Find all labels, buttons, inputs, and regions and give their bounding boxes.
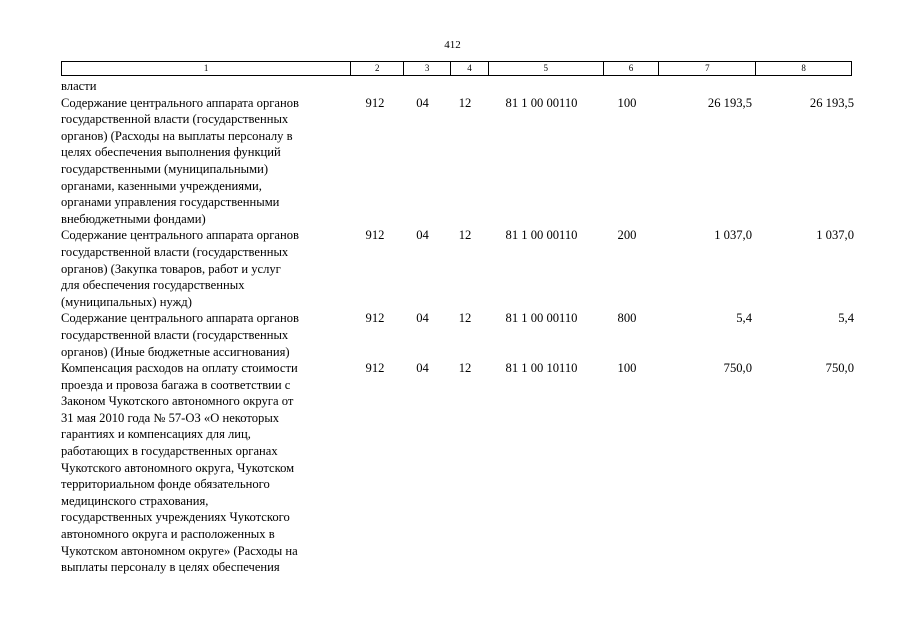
continuation-text: власти <box>61 79 97 93</box>
row-name: Компенсация расходов на оплату стоимости проезда и провоза багажа в соответствии с Законом Чукотского автономного округа от 31 мая 2010 года № 57-ОЗ «О некоторых гарантиях и компенсациях для лиц, работающих в государственных органах Чукотского автономного округа, Чукотском территориальном фонде обязательного медицинского страхования, государственных учреждениях Чукотского автономного округа и расположенных в Чукотском автономном округе» (Расходы на выплаты персоналу в целях обеспечения <box>61 361 298 575</box>
row-col-8: 750,0 <box>825 361 854 376</box>
row-col-6: 100 <box>617 361 637 376</box>
row-col-8: 26 193,5 <box>809 95 854 110</box>
header-col-2: 2 <box>351 62 404 75</box>
table-row <box>61 227 861 310</box>
row-col-8: 1 037,0 <box>816 228 854 243</box>
row-col-7: 5,4 <box>736 311 752 326</box>
header-col-7: 7 <box>659 62 756 75</box>
row-col-8: 5,4 <box>838 311 854 326</box>
row-col-3: 04 <box>416 361 429 376</box>
row-col-2: 912 <box>365 361 385 376</box>
table-body <box>61 78 861 576</box>
table-row <box>61 360 861 576</box>
row-col-2: 912 <box>365 228 385 243</box>
row-col-3: 04 <box>416 311 429 326</box>
table-header <box>61 61 852 76</box>
row-name: Содержание центрального аппарата органов государственной власти (государственных органов) (Закупка товаров, работ и услуг для обеспечения государственных (муниципальных) нужд) <box>61 228 300 309</box>
row-col-5: 81 1 00 00110 <box>505 95 578 110</box>
table-row <box>61 310 861 360</box>
row-col-6: 200 <box>617 228 637 243</box>
header-col-4: 4 <box>451 62 489 75</box>
row-col-6: 800 <box>617 311 637 326</box>
header-col-5: 5 <box>489 62 604 75</box>
table-row <box>61 95 861 228</box>
header-col-3: 3 <box>404 62 451 75</box>
row-col-7: 26 193,5 <box>707 95 752 110</box>
row-col-5: 81 1 00 00110 <box>505 311 578 326</box>
row-col-5: 81 1 00 10110 <box>505 361 578 376</box>
row-col-4: 12 <box>458 228 472 243</box>
row-col-5: 81 1 00 00110 <box>505 228 578 243</box>
row-col-6: 100 <box>617 95 637 110</box>
row-col-3: 04 <box>416 95 429 110</box>
row-col-4: 12 <box>458 95 472 110</box>
page-number: 412 <box>444 39 461 51</box>
header-col-1: 1 <box>62 62 351 75</box>
row-col-7: 750,0 <box>723 361 752 376</box>
row-col-2: 912 <box>365 95 385 110</box>
row-name: Содержание центрального аппарата органов государственной власти (государственных органов) (Иные бюджетные ассигнования) <box>61 311 300 359</box>
row-col-3: 04 <box>416 228 429 243</box>
row-col-2: 912 <box>365 311 385 326</box>
header-col-6: 6 <box>604 62 660 75</box>
row-name: Содержание центрального аппарата органов государственной власти (государственных органов) (Расходы на выплаты персоналу в целях обеспечения выполнения функций государственными (муниципальными) органами, казенными учреждениями, органами управления государственными внебюджетными фондами) <box>61 95 300 226</box>
row-col-4: 12 <box>458 361 472 376</box>
row-col-7: 1 037,0 <box>714 228 752 243</box>
header-col-8: 8 <box>801 63 806 73</box>
row-col-4: 12 <box>458 311 472 326</box>
